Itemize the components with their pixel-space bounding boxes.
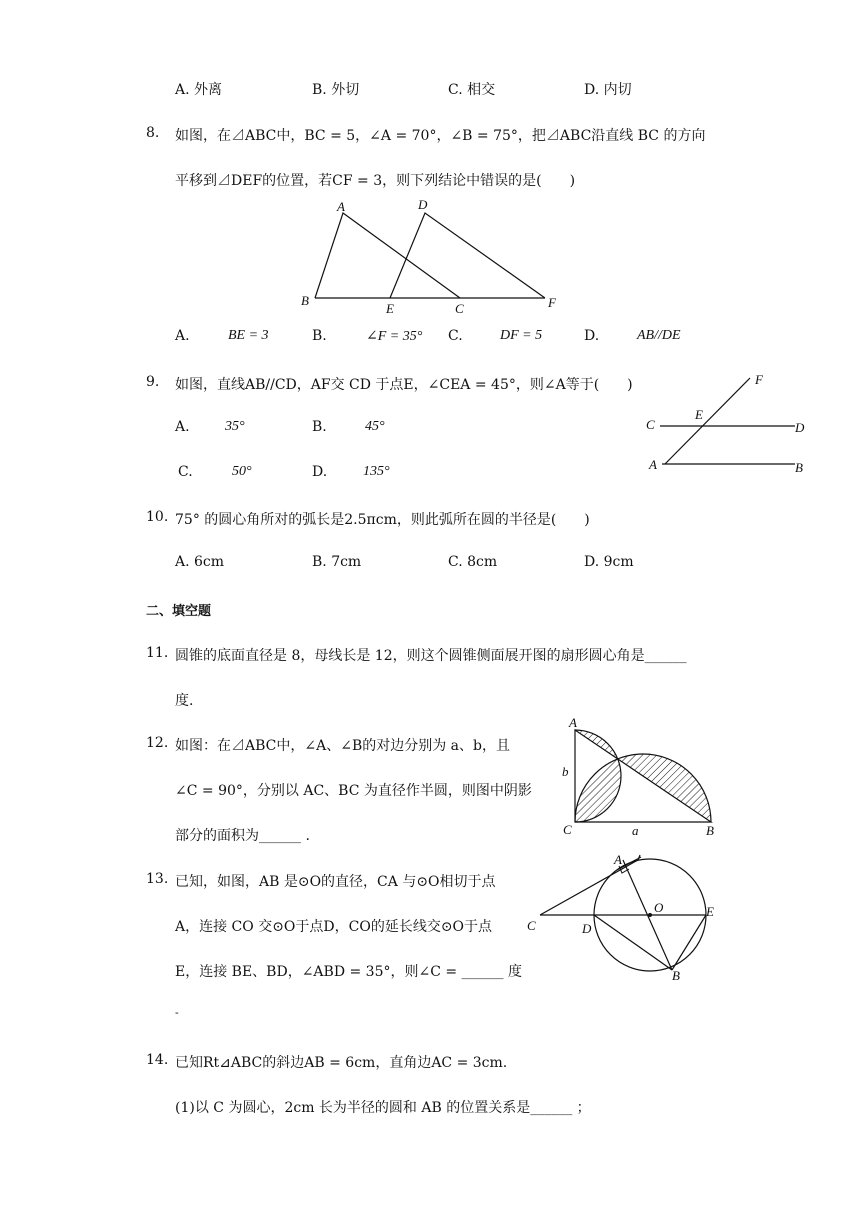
q11-line2: 度. [175, 693, 194, 709]
q13-figure [522, 852, 722, 987]
q13-label-a: A [614, 852, 622, 867]
q13-label-o: O [654, 900, 664, 915]
q8-number: 8. [146, 125, 160, 141]
q8-option-d-label: D. [584, 328, 600, 344]
q7-option-d: D. 内切 [584, 82, 632, 98]
q12-line1: 如图：在⊿ABC中，∠A、∠B的对边分别为 a、b，且 [175, 738, 510, 754]
q12-figure [558, 712, 728, 840]
q13-label-e: E [706, 904, 714, 919]
q9-label-a: A [649, 457, 657, 472]
q13-label-c: C [527, 918, 536, 933]
q8-label-c: C [455, 301, 464, 316]
q13-label-b: B [672, 968, 680, 983]
q9-option-a-value: 35° [225, 419, 245, 434]
q8-option-a-value: BE = 3 [228, 328, 269, 343]
q14-number: 14. [146, 1052, 169, 1068]
q8-label-b: B [301, 293, 309, 308]
q12-label-b: B [706, 823, 714, 838]
q9-number: 9. [146, 374, 160, 390]
q9-option-d-value: 135° [363, 464, 390, 479]
q8-line1: 如图，在⊿ABC中，BC = 5，∠A = 70°，∠B = 75°，把⊿ABC沿直线 BC 的方向 [175, 128, 706, 144]
q12-label-a-side: a [632, 823, 639, 838]
q8-option-b-label: B. [312, 328, 327, 344]
q11-line1: 圆锥的底面直径是 8，母线长是 12，则这个圆锥侧面展开图的扇形圆心角是______ [175, 648, 687, 664]
q12-line3: 部分的面积为______ . [175, 828, 310, 844]
q12-label-a: A [569, 715, 577, 730]
q11-number: 11. [146, 645, 169, 661]
q10-option-c: C. 8cm [448, 554, 498, 570]
q13-line1: 已知，如图，AB 是⊙O的直径，CA 与⊙O相切于点 [175, 874, 496, 890]
q9-figure [640, 370, 815, 478]
q8-option-a-label: A. [175, 328, 190, 344]
q9-label-c: C [646, 417, 655, 432]
q9-option-c-label: C. [178, 464, 193, 480]
q10-option-a: A. 6cm [175, 554, 225, 570]
q8-label-f: F [548, 295, 556, 310]
q12-label-c: C [563, 822, 572, 837]
q7-option-b: B. 外切 [312, 82, 360, 98]
q9-option-b-label: B. [312, 419, 327, 435]
q10-option-d: D. 9cm [584, 554, 634, 570]
q9-label-b: B [795, 460, 803, 475]
q9-option-b-value: 45° [365, 419, 385, 434]
q9-option-a-label: A. [175, 419, 190, 435]
q12-label-b-side: b [562, 764, 569, 779]
q7-option-c: C. 相交 [448, 82, 496, 98]
q8-label-e: E [386, 301, 394, 316]
q8-label-d: D [418, 197, 428, 212]
q8-option-c-value: DF = 5 [500, 328, 543, 343]
q8-figure [295, 195, 565, 317]
q9-option-d-label: D. [312, 464, 328, 480]
q10-number: 10. [146, 509, 169, 525]
section-fill-in-title: 二、填空题 [146, 604, 212, 619]
q9-text: 如图，直线AB//CD，AF交 CD 于点E，∠CEA = 45°，则∠A等于( ) [175, 377, 633, 393]
q13-label-d: D [582, 921, 592, 936]
q13-number: 13. [146, 871, 169, 887]
q14-line1: 已知Rt⊿ABC的斜边AB = 6cm，直角边AC = 3cm. [175, 1055, 508, 1071]
q8-option-d-value: AB//DE [637, 328, 681, 343]
q7-option-a: A. 外离 [175, 82, 223, 98]
q12-number: 12. [146, 735, 169, 751]
q9-option-c-value: 50° [232, 464, 252, 479]
q8-label-a: A [337, 199, 345, 214]
q9-label-d: D [795, 420, 805, 435]
q14-line2: (1)以 C 为圆心，2cm 长为半径的圆和 AB 的位置关系是______ ； [175, 1100, 591, 1116]
q13-line4: - [175, 1006, 179, 1019]
q12-line2: ∠C = 90°，分别以 AC、BC 为直径作半圆，则图中阴影 [175, 783, 532, 799]
q10-option-b: B. 7cm [312, 554, 362, 570]
q10-text: 75° 的圆心角所对的弧长是2.5πcm，则此弧所在圆的半径是( ) [175, 512, 590, 528]
q8-line2: 平移到⊿DEF的位置，若CF = 3，则下列结论中错误的是( ) [175, 173, 576, 189]
q8-option-b-value: ∠F = 35° [366, 329, 423, 344]
q9-label-e: E [695, 407, 703, 422]
q9-label-f: F [755, 372, 763, 387]
q13-line3: E，连接 BE、BD，∠ABD = 35°，则∠C = ______ 度 [175, 964, 523, 980]
q13-line2: A，连接 CO 交⊙O于点D，CO的延长线交⊙O于点 [175, 919, 493, 935]
q8-option-c-label: C. [448, 328, 463, 344]
